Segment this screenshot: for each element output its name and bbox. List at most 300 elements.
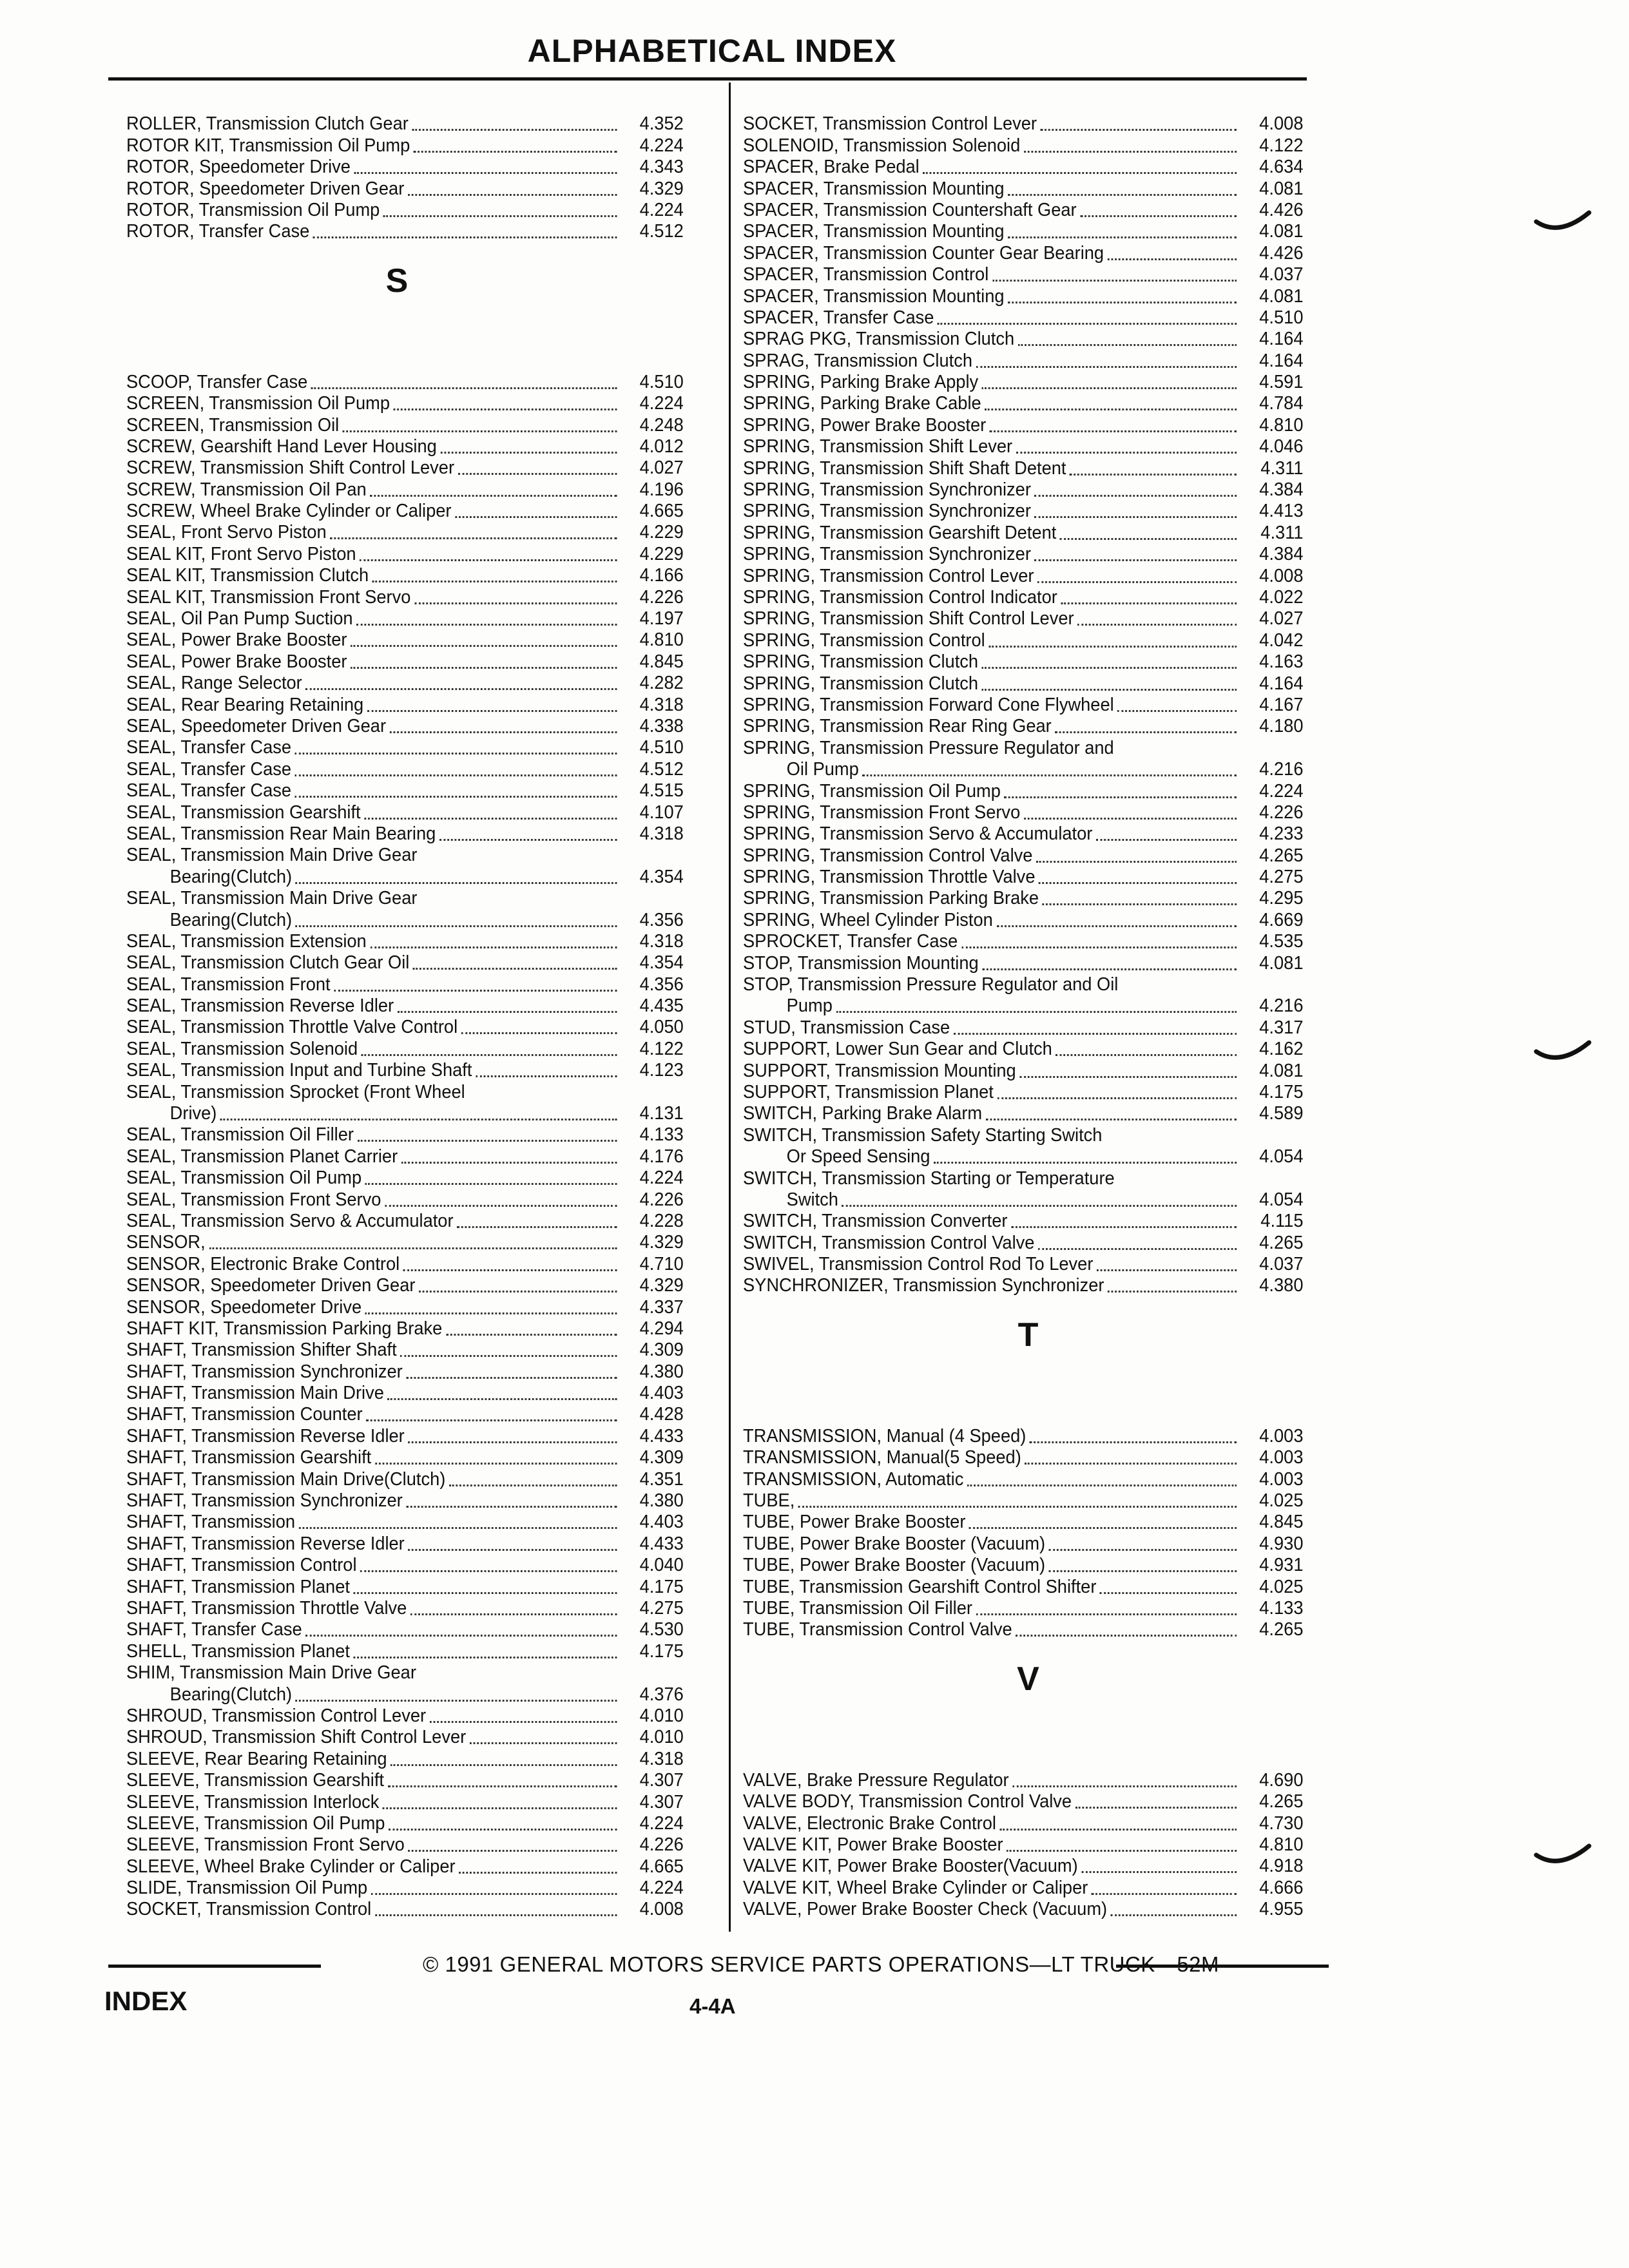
entry-page-number: 4.122: [639, 1038, 684, 1059]
index-entry: [743, 1468, 1304, 1490]
entry-label: SYNCHRONIZER, Transmission Synchronizer: [743, 1275, 1104, 1296]
dot-leader: [1024, 818, 1237, 820]
entry-label: SENSOR,: [126, 1232, 206, 1253]
entry-label: SEAL, Transmission Planet Carrier: [126, 1146, 398, 1167]
index-entry: [126, 716, 684, 737]
index-entry: [743, 1812, 1304, 1834]
entry-page-number: 4.356: [639, 909, 684, 930]
entry-page-number: 4.294: [639, 1318, 684, 1339]
entry-label: STOP, Transmission Mounting: [743, 952, 979, 974]
index-entry: [743, 479, 1304, 501]
entry-page-number: 4.337: [639, 1296, 684, 1318]
index-entry: [743, 695, 1304, 716]
page-title: ALPHABETICAL INDEX: [527, 33, 897, 69]
entry-page-number: 4.224: [639, 393, 684, 414]
index-entry: [126, 1038, 684, 1059]
dot-leader: [862, 774, 1237, 776]
entry-label: SHAFT, Transmission Main Drive: [126, 1383, 384, 1404]
dot-leader: [459, 1872, 617, 1874]
entry-label: SPACER, Transmission Countershaft Gear: [743, 199, 1077, 220]
dot-leader: [408, 194, 617, 196]
dot-leader: [367, 710, 617, 712]
entry-label: Pump: [786, 995, 833, 1017]
entry-page-number: 4.081: [1259, 285, 1304, 307]
dot-leader: [998, 1097, 1237, 1099]
dot-leader: [390, 1764, 617, 1766]
entry-label: SPRING, Transmission Front Servo: [743, 802, 1021, 823]
index-entry: [126, 1727, 684, 1748]
dot-leader: [383, 1807, 617, 1809]
entry-page-number: 4.008: [1259, 565, 1304, 586]
dot-leader: [375, 1914, 617, 1916]
entry-page-number: 4.167: [1259, 694, 1304, 715]
entry-label: SPRING, Parking Brake Cable: [743, 393, 981, 414]
dot-leader: [1016, 1635, 1237, 1637]
entry-label: Oil Pump: [786, 759, 859, 780]
dot-leader: [1037, 581, 1237, 583]
entry-page-number: 4.918: [1259, 1856, 1304, 1877]
dot-leader: [361, 1054, 617, 1056]
entry-label: SOCKET, Transmission Control: [126, 1899, 372, 1920]
index-entry: [743, 1899, 1304, 1920]
index-entry: [743, 1039, 1304, 1060]
entry-page-number: 4.175: [639, 1576, 684, 1597]
index-entry: [743, 780, 1304, 802]
entry-page-number: 4.318: [639, 823, 684, 844]
index-entry: [743, 1791, 1304, 1812]
dot-leader: [1005, 796, 1237, 798]
index-entry: [126, 371, 684, 392]
entry-page-number: 4.265: [1259, 1232, 1304, 1253]
entry-label: SPRING, Transmission Clutch: [743, 673, 979, 694]
index-entry: [743, 1512, 1304, 1533]
entry-page-number: 4.338: [639, 715, 684, 736]
entry-label: SCREW, Wheel Brake Cylinder or Caliper: [126, 501, 452, 522]
dot-leader: [938, 323, 1237, 325]
entry-page-number: 4.930: [1259, 1533, 1304, 1554]
entry-label: VALVE KIT, Power Brake Booster(Vacuum): [743, 1856, 1078, 1877]
dot-leader: [1012, 1785, 1237, 1787]
dot-leader: [406, 1377, 617, 1379]
entry-label: SHAFT, Transmission Shifter Shaft: [126, 1340, 397, 1361]
entry-label: SWITCH, Transmission Starting or Temperature: [743, 1168, 1115, 1189]
index-entry: [126, 1232, 684, 1253]
dot-leader: [419, 1291, 617, 1293]
entry-page-number: 4.510: [639, 371, 684, 392]
dot-leader: [934, 1162, 1237, 1164]
dot-leader: [403, 1269, 617, 1271]
dot-leader: [365, 1183, 617, 1185]
index-entry: [743, 1619, 1304, 1640]
entry-page-number: 4.318: [639, 1748, 684, 1769]
entry-label: SOCKET, Transmission Control Lever: [743, 113, 1037, 135]
index-entry: [126, 1340, 684, 1361]
index-entry: [743, 307, 1304, 329]
entry-page-number: 4.515: [639, 780, 684, 802]
dot-leader: [1008, 236, 1237, 238]
index-entry: [126, 866, 684, 887]
dot-leader: [967, 1485, 1237, 1486]
entry-page-number: 4.115: [1260, 1211, 1304, 1232]
entry-page-number: 4.810: [639, 629, 684, 651]
dot-leader: [360, 559, 617, 561]
entry-label: STUD, Transmission Case: [743, 1017, 950, 1038]
index-entry: [743, 737, 1304, 758]
entry-label: SENSOR, Speedometer Drive: [126, 1296, 362, 1318]
index-entry: [126, 414, 684, 436]
index-entry: [126, 178, 684, 199]
entry-page-number: 4.003: [1259, 1447, 1304, 1468]
entry-page-number: 4.176: [639, 1146, 684, 1167]
entry-page-number: 4.224: [639, 1878, 684, 1899]
index-entry: [126, 1640, 684, 1662]
entry-label: SEAL KIT, Transmission Clutch: [126, 565, 369, 586]
dot-leader: [986, 1119, 1237, 1120]
index-entry: [126, 1383, 684, 1404]
dot-leader: [1096, 839, 1237, 841]
dot-leader: [470, 1742, 617, 1744]
entry-label: SPRING, Transmission Shift Control Lever: [743, 608, 1074, 629]
entry-label: TUBE, Power Brake Booster: [743, 1512, 966, 1533]
dot-leader: [1035, 559, 1237, 561]
dot-leader: [1008, 302, 1237, 303]
index-entry: [743, 931, 1304, 952]
dot-leader: [370, 947, 617, 948]
index-entry: [743, 1576, 1304, 1597]
entry-page-number: 4.307: [639, 1770, 684, 1791]
margin-tick-mark: [1534, 1842, 1592, 1872]
index-entry: [743, 1060, 1304, 1081]
section-letter-v: V: [1017, 1660, 1039, 1698]
index-entry: [743, 1769, 1304, 1791]
index-entry: [126, 974, 684, 995]
dot-leader: [954, 1033, 1237, 1035]
entry-page-number: 4.380: [639, 1490, 684, 1512]
entry-label: SUPPORT, Transmission Planet: [743, 1081, 994, 1102]
index-entry: [743, 1555, 1304, 1576]
entry-label: SPRING, Transmission Gearshift Detent: [743, 522, 1057, 543]
index-entry: [743, 178, 1304, 199]
index-entry: [743, 1017, 1304, 1038]
entry-label: SPROCKET, Transfer Case: [743, 931, 958, 952]
entry-page-number: 4.054: [1259, 1146, 1304, 1168]
entry-label: SPACER, Brake Pedal: [743, 157, 920, 178]
index-entry: [743, 673, 1304, 694]
index-entry: [743, 565, 1304, 586]
entry-label: SHAFT, Transmission Gearshift: [126, 1447, 372, 1468]
entry-page-number: 4.107: [639, 802, 684, 823]
entry-page-number: 4.669: [1259, 909, 1304, 930]
index-entry: [743, 414, 1304, 436]
index-entry: [126, 1468, 684, 1490]
index-entry: [126, 1361, 684, 1382]
entry-page-number: 4.309: [639, 1340, 684, 1361]
entry-page-number: 4.845: [1259, 1512, 1304, 1533]
entry-page-number: 4.403: [639, 1383, 684, 1404]
entry-label: SENSOR, Speedometer Driven Gear: [126, 1275, 416, 1296]
index-entry: [126, 1878, 684, 1899]
index-entry: [743, 393, 1304, 414]
index-entry: [743, 1211, 1304, 1232]
entry-page-number: 4.318: [639, 930, 684, 952]
dot-leader: [1041, 129, 1237, 131]
index-entry: [743, 1168, 1304, 1189]
column-divider: [729, 82, 731, 1932]
entry-label: SPRAG PKG, Transmission Clutch: [743, 329, 1015, 350]
index-entry: [743, 157, 1304, 178]
dot-leader: [461, 1032, 617, 1034]
entry-page-number: 4.530: [639, 1619, 684, 1640]
dot-leader: [413, 968, 617, 970]
entry-page-number: 4.282: [639, 673, 684, 694]
index-entry: [743, 974, 1304, 995]
entry-label: ROTOR, Transfer Case: [126, 221, 310, 242]
entry-label: SHAFT, Transmission Synchronizer: [126, 1361, 403, 1382]
index-entry: [743, 113, 1304, 135]
entry-page-number: 4.175: [639, 1640, 684, 1662]
dot-leader: [976, 366, 1237, 368]
dot-leader: [343, 430, 617, 432]
entry-label: SPACER, Transmission Mounting: [743, 178, 1005, 199]
entry-label: TUBE, Transmission Control Valve: [743, 1619, 1012, 1640]
dot-leader: [383, 215, 617, 217]
dot-leader: [370, 495, 617, 497]
entry-page-number: 4.352: [639, 113, 684, 135]
index-entry: [126, 1146, 684, 1167]
entry-label: SEAL, Range Selector: [126, 673, 302, 694]
index-entry: [743, 501, 1304, 522]
dot-leader: [992, 280, 1237, 282]
dot-leader: [305, 1635, 617, 1637]
entry-label: SCREW, Transmission Shift Control Lever: [126, 457, 455, 479]
entry-label: SEAL, Transfer Case: [126, 780, 292, 802]
entry-page-number: 4.224: [639, 1812, 684, 1834]
entry-page-number: 4.216: [1259, 759, 1304, 780]
entry-label: VALVE, Power Brake Booster Check (Vacuum): [743, 1899, 1108, 1920]
entry-label: SPRING, Transmission Pressure Regulator and: [743, 737, 1114, 758]
entry-label: SEAL, Transmission Reverse Idler: [126, 995, 394, 1017]
index-entry: [743, 350, 1304, 371]
entry-label: SLEEVE, Transmission Front Servo: [126, 1834, 405, 1856]
dot-leader: [1018, 344, 1237, 346]
entry-label: SHAFT, Transmission Synchronizer: [126, 1490, 403, 1512]
dot-leader: [439, 839, 617, 841]
dot-leader: [1035, 495, 1237, 497]
entry-page-number: 4.810: [1259, 414, 1304, 436]
index-entry: [743, 242, 1304, 264]
index-entry: [126, 780, 684, 802]
dot-leader: [982, 667, 1237, 669]
dot-leader: [1030, 1441, 1237, 1443]
index-entry: [743, 845, 1304, 866]
dot-leader: [1049, 1549, 1237, 1551]
dot-leader: [311, 387, 617, 389]
entry-label: SEAL, Oil Pan Pump Suction: [126, 608, 353, 629]
entry-page-number: 4.665: [639, 501, 684, 522]
dot-leader: [389, 1829, 617, 1831]
index-entry: [126, 1770, 684, 1791]
dot-leader: [385, 1205, 617, 1207]
entry-label: SLEEVE, Rear Bearing Retaining: [126, 1748, 387, 1769]
entry-label: SEAL, Transmission Main Drive Gear: [126, 888, 418, 909]
entry-label: SPRING, Transmission Shift Shaft Detent: [743, 457, 1066, 479]
dot-leader: [351, 667, 617, 669]
entry-page-number: 4.435: [639, 995, 684, 1017]
dot-leader: [1043, 903, 1237, 905]
entry-page-number: 4.123: [639, 1060, 684, 1081]
index-entry: [743, 867, 1304, 888]
entry-label: SPRING, Transmission Shift Lever: [743, 436, 1013, 457]
index-entry: [743, 1189, 1304, 1211]
entry-label: SEAL, Transmission Main Drive Gear: [126, 845, 418, 866]
index-entry: [126, 758, 684, 780]
index-entry: [126, 888, 684, 909]
dot-leader: [401, 1162, 617, 1164]
dot-leader: [1007, 1850, 1237, 1852]
dot-leader: [446, 1334, 617, 1336]
entry-page-number: 4.010: [639, 1727, 684, 1748]
index-entry: [743, 1533, 1304, 1554]
index-entry: [743, 544, 1304, 565]
entry-page-number: 4.955: [1259, 1899, 1304, 1920]
entry-page-number: 4.164: [1259, 350, 1304, 371]
index-entry: [126, 1425, 684, 1446]
dot-leader: [1035, 516, 1237, 518]
dot-leader: [457, 1226, 617, 1228]
entry-page-number: 4.027: [639, 457, 684, 479]
entry-label: TUBE, Power Brake Booster (Vacuum): [743, 1555, 1046, 1576]
entry-label: TRANSMISSION, Manual(5 Speed): [743, 1447, 1021, 1468]
index-entry: [126, 1081, 684, 1102]
index-entry: [126, 629, 684, 651]
entry-label: SLEEVE, Transmission Gearshift: [126, 1770, 384, 1791]
entry-label: SPRING, Transmission Oil Pump: [743, 780, 1001, 802]
dot-leader: [1108, 1291, 1237, 1293]
dot-leader: [414, 151, 617, 153]
entry-page-number: 4.037: [1259, 1254, 1304, 1275]
dot-leader: [366, 1419, 617, 1421]
entry-label: SOLENOID, Transmission Solenoid: [743, 135, 1021, 156]
index-group-s-continued: [743, 113, 1339, 1296]
dot-leader: [449, 1485, 617, 1486]
entry-page-number: 4.275: [639, 1598, 684, 1619]
entry-label: SHAFT, Transfer Case: [126, 1619, 302, 1640]
entry-label: SEAL, Transmission Oil Filler: [126, 1124, 354, 1146]
entry-label: SCREEN, Transmission Oil: [126, 414, 340, 436]
entry-label: SPRAG, Transmission Clutch: [743, 350, 973, 371]
entry-page-number: 4.054: [1259, 1189, 1304, 1210]
dot-leader: [1081, 1871, 1237, 1873]
entry-page-number: 4.426: [1259, 199, 1304, 220]
entry-label: SLEEVE, Transmission Oil Pump: [126, 1812, 385, 1834]
dot-leader: [996, 925, 1237, 927]
entry-label: SHAFT, Transmission Main Drive(Clutch): [126, 1468, 446, 1490]
dot-leader: [388, 1398, 617, 1400]
entry-page-number: 4.311: [1260, 457, 1304, 479]
entry-label: SEAL, Transmission Rear Main Bearing: [126, 823, 436, 844]
entry-label: SWITCH, Transmission Safety Starting Switch: [743, 1124, 1103, 1146]
index-entry: [743, 1275, 1304, 1296]
entry-page-number: 4.265: [1259, 845, 1304, 866]
dot-leader: [356, 624, 617, 626]
index-entry: [126, 995, 684, 1017]
index-entry: [743, 629, 1304, 651]
index-entry: [743, 995, 1304, 1017]
entry-page-number: 4.329: [639, 1232, 684, 1253]
index-entry: [743, 135, 1304, 156]
index-entry: [126, 1296, 684, 1318]
entry-label: SEAL, Power Brake Booster: [126, 651, 347, 672]
entry-page-number: 4.730: [1259, 1812, 1304, 1834]
index-entry: [126, 1275, 684, 1296]
index-entry: [126, 1834, 684, 1856]
entry-label: TRANSMISSION, Manual (4 Speed): [743, 1425, 1027, 1446]
dot-leader: [1019, 1076, 1237, 1078]
dot-leader: [455, 516, 617, 518]
top-rule: [108, 77, 1307, 81]
index-entry: [126, 1662, 684, 1684]
entry-page-number: 4.226: [639, 586, 684, 608]
dot-leader: [985, 408, 1237, 410]
index-entry: [743, 1124, 1304, 1146]
index-entry: [126, 1318, 684, 1340]
entry-label: Drive): [169, 1103, 217, 1124]
index-entry: [126, 113, 684, 135]
index-entry: [743, 221, 1304, 242]
entry-label: SHROUD, Transmission Shift Control Lever: [126, 1727, 467, 1748]
entry-label: ROTOR, Speedometer Driven Gear: [126, 178, 405, 199]
entry-label: SHIM, Transmission Main Drive Gear: [126, 1662, 416, 1684]
dot-leader: [798, 1506, 1237, 1508]
entry-label: SEAL, Transmission Sprocket (Front Wheel: [126, 1081, 465, 1102]
entry-page-number: 4.329: [639, 178, 684, 199]
entry-label: SPRING, Transmission Control Valve: [743, 845, 1033, 866]
entry-page-number: 4.309: [639, 1447, 684, 1468]
dot-leader: [1111, 1914, 1237, 1916]
entry-page-number: 4.226: [639, 1834, 684, 1856]
index-entry: [743, 1254, 1304, 1275]
dot-leader: [408, 1549, 617, 1551]
entry-page-number: 4.025: [1259, 1576, 1304, 1597]
index-entry: [126, 1490, 684, 1512]
entry-label: SPRING, Transmission Throttle Valve: [743, 867, 1036, 888]
dot-leader: [969, 1527, 1237, 1529]
entry-label: SCREEN, Transmission Oil Pump: [126, 393, 390, 414]
entry-page-number: 4.248: [639, 414, 684, 436]
entry-page-number: 4.196: [639, 479, 684, 500]
dot-leader: [313, 236, 617, 238]
entry-page-number: 4.081: [1259, 952, 1304, 974]
entry-page-number: 4.008: [1259, 113, 1304, 135]
entry-page-number: 4.589: [1259, 1103, 1304, 1124]
index-entry: [126, 501, 684, 522]
index-entry: [743, 802, 1304, 823]
entry-page-number: 4.022: [1259, 586, 1304, 608]
dot-leader: [375, 1463, 617, 1465]
index-entry: [743, 264, 1304, 285]
footer-page-number: 4-4A: [689, 1994, 736, 2018]
dot-leader: [406, 1506, 617, 1508]
entry-label: SPACER, Transmission Mounting: [743, 285, 1005, 307]
dot-leader: [296, 925, 617, 927]
entry-page-number: 4.012: [639, 436, 684, 457]
index-entry: [743, 888, 1304, 909]
index-entry: [126, 1189, 684, 1210]
index-entry: [126, 909, 684, 930]
entry-page-number: 4.042: [1259, 629, 1304, 651]
dot-leader: [1039, 882, 1237, 884]
entry-label: SEAL, Transmission Oil Pump: [126, 1168, 362, 1189]
